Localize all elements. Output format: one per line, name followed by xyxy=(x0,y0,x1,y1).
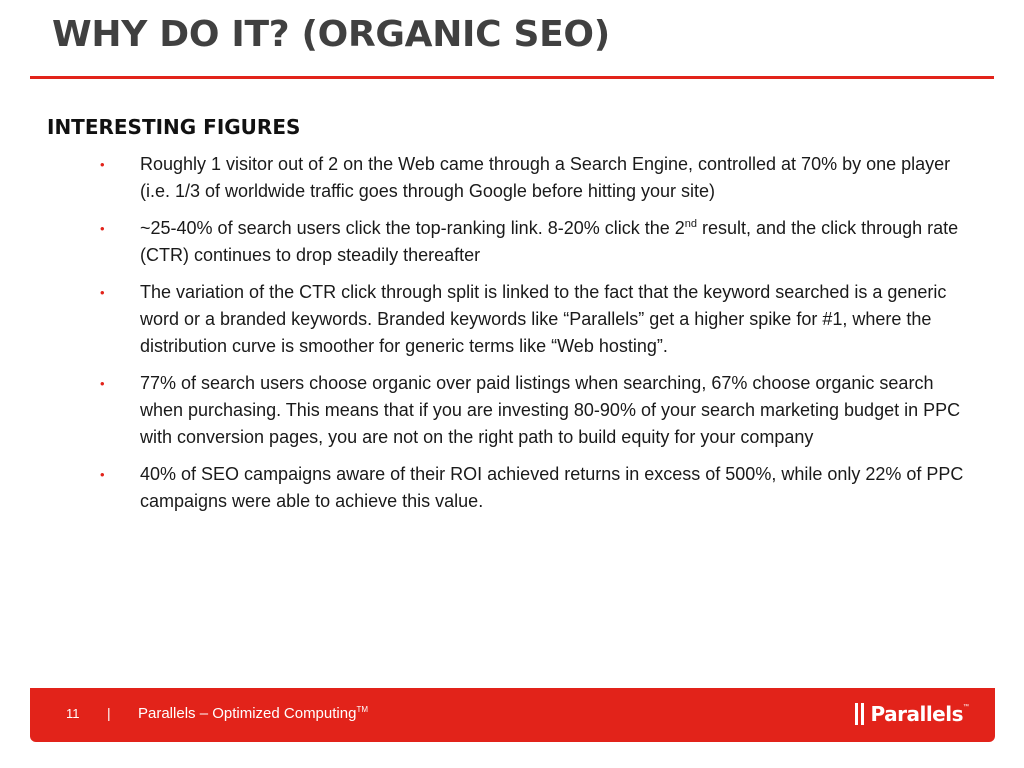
bullet-text: 77% of search users choose organic over paid listings when searching, 67% choose organic search when purchasing. This means that if you are investing 80-90% of your search marketing budget in PPC with conversion pages, you are not on the right path to build equity for your company xyxy=(140,373,961,447)
logo-bar xyxy=(861,703,864,725)
bullet-text: Roughly 1 visitor out of 2 on the Web came through a Search Engine, controlled at 70% by one player (i.e. 1/3 of worldwide traffic goes through Google before hitting your site) xyxy=(140,154,951,201)
superscript-text: nd xyxy=(684,218,698,230)
bullet-item xyxy=(100,215,975,269)
section-heading: INTERESTING FIGURES xyxy=(47,115,301,139)
logo-bars-icon xyxy=(855,703,867,725)
bullet-dot-icon: • xyxy=(100,285,105,300)
logo-trademark: ™ xyxy=(963,704,969,710)
trademark-mark: TM xyxy=(356,705,368,714)
bullet-dot-icon: • xyxy=(100,467,105,482)
page-number: 11 xyxy=(66,706,80,721)
parallels-logo-icon xyxy=(855,702,969,726)
footer-separator: | xyxy=(107,705,111,721)
bullet-dot-icon: • xyxy=(100,221,105,236)
bullet-text: 40% of SEO campaigns aware of their ROI achieved returns in excess of 500%, while only 22% of PPC campaigns were able to achieve this value. xyxy=(140,464,964,511)
bullet-text: ~25-40% of search users click the top-ranking link. 8-20% click the 2 xyxy=(140,218,685,238)
bullet-text: The variation of the CTR click through split is linked to the fact that the keyword searched is a generic word or a branded keywords. Branded keywords like “Parallels” get a higher spike for #1, where the distribution curve is smoother for generic terms like “Web hosting”. xyxy=(140,282,947,356)
slide-title: WHY DO IT? (ORGANIC SEO) xyxy=(52,14,610,55)
bullet-item xyxy=(100,279,975,360)
bullet-dot-icon: • xyxy=(100,376,105,391)
logo-bar xyxy=(855,703,858,725)
bullet-list xyxy=(100,151,975,525)
bullet-dot-icon: • xyxy=(100,157,105,172)
bullet-item xyxy=(100,151,975,205)
bullet-item xyxy=(100,370,975,451)
title-divider xyxy=(30,76,994,79)
footer-tagline xyxy=(138,705,368,722)
footer-bar xyxy=(30,688,995,742)
logo-text: Parallels xyxy=(870,702,963,726)
bullet-text-continued: result, and the click through rate (CTR) continues to drop steadily thereafter xyxy=(140,218,959,265)
bullet-item xyxy=(100,461,975,515)
footer-tagline-text: Parallels – Optimized Computing xyxy=(138,705,357,722)
